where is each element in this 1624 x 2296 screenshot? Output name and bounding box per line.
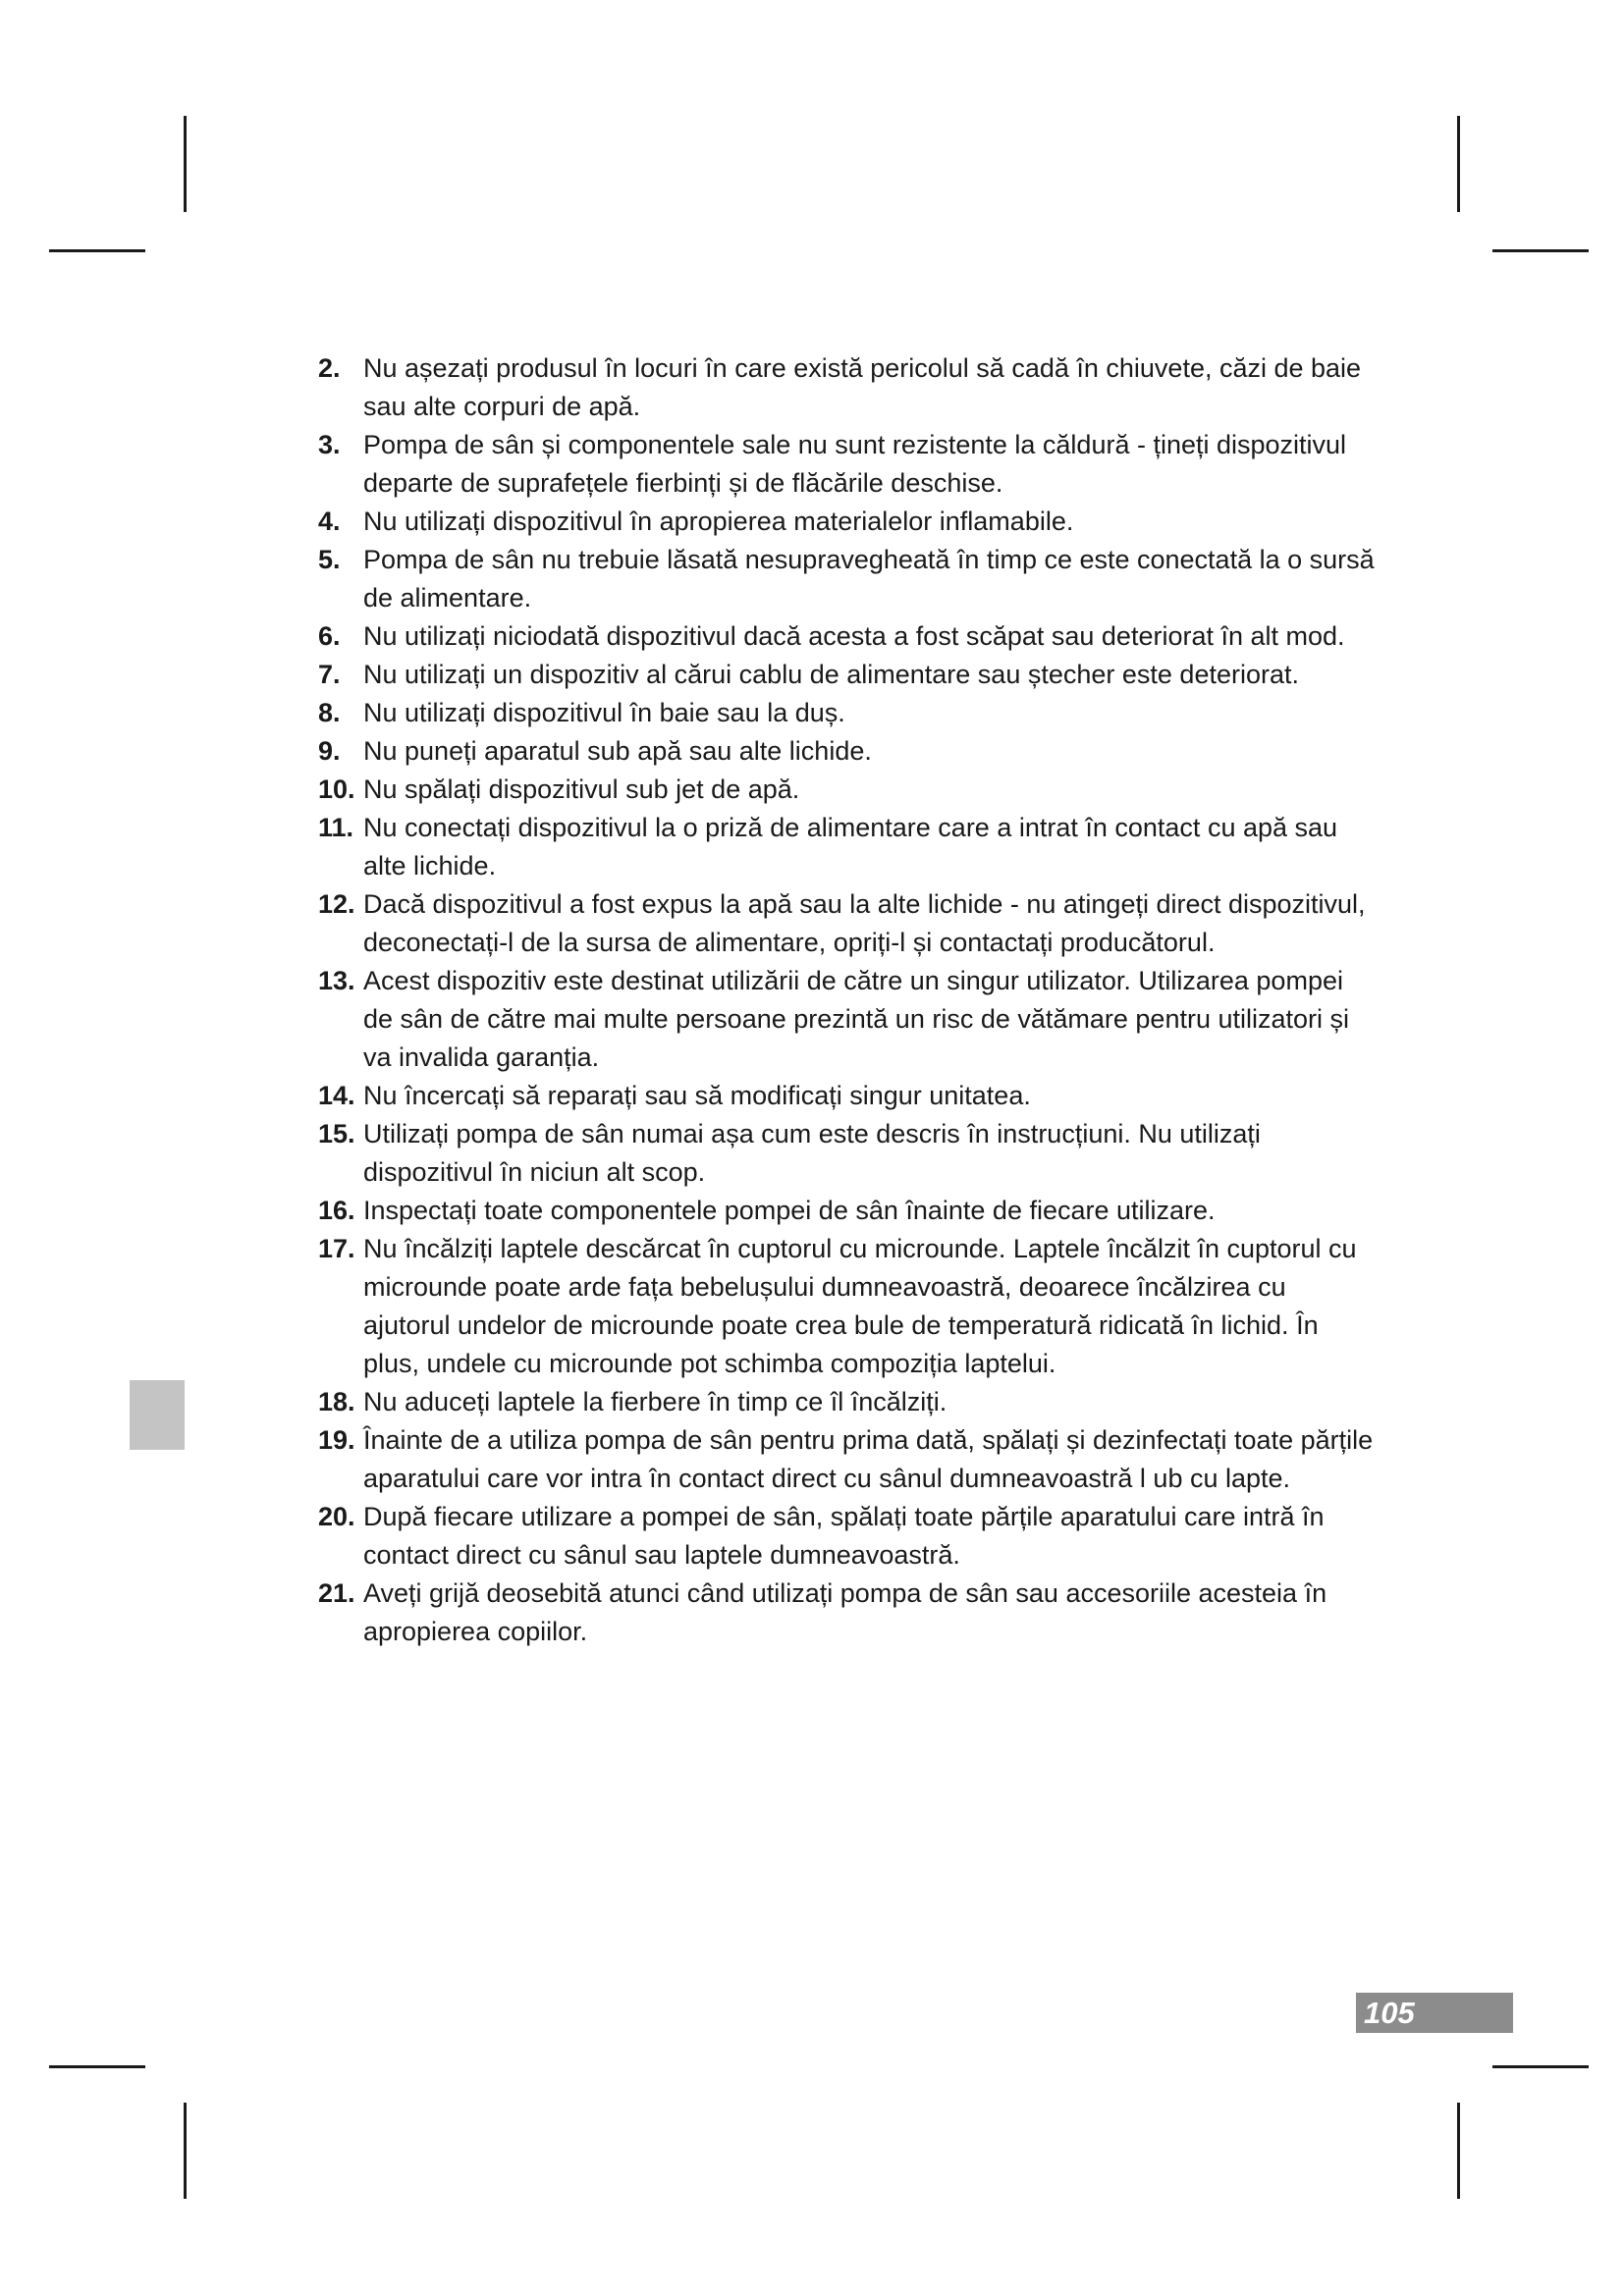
list-item (318, 541, 1379, 617)
list-item (318, 426, 1379, 503)
item-text: Nu utilizați dispozitivul în baie sau la duș. (363, 698, 845, 727)
page-number: 105 (1364, 1996, 1415, 2030)
list-item (318, 1421, 1379, 1498)
item-number: 16. (318, 1196, 355, 1225)
list-item (318, 349, 1379, 426)
item-text: Nu utilizați un dispozitiv al cărui cablu de alimentare sau ștecher este deteriorat. (363, 660, 1299, 689)
item-text: Utilizați pompa de sân numai așa cum este descris în instrucțiuni. Nu utilizați dispozitivul în niciun alt scop. (363, 1119, 1261, 1187)
item-text: Nu așezați produsul în locuri în care există pericolul să cadă în chiuvete, căzi de baie sau alte corpuri de apă. (363, 353, 1362, 421)
crop-mark-bottom-right-horizontal (1492, 2065, 1589, 2068)
list-item (318, 1498, 1379, 1575)
item-text: Nu spălați dispozitivul sub jet de apă. (363, 774, 800, 804)
item-number: 20. (318, 1502, 355, 1531)
item-number: 2. (318, 353, 341, 383)
page-number-box (1356, 1993, 1513, 2033)
item-text: Nu puneți aparatul sub apă sau alte lichide. (363, 736, 872, 766)
crop-mark-top-left-vertical (184, 116, 187, 212)
item-text: Nu încălziți laptele descărcat în cuptorul cu microunde. Laptele încălzit în cuptorul cu microunde poate arde fața bebelușului dumneavoastră, deoarece încălzirea cu ajutorul undelor de microunde poate crea bule de temperatură ridicată în lichid. În plus, undele cu microunde pot schimba compoziția laptelui. (363, 1234, 1357, 1378)
item-number: 18. (318, 1387, 355, 1416)
item-text: Acest dispozitiv este destinat utilizării de către un singur utilizator. Utilizarea pompei de sân de către mai multe persoane prezintă un risc de vătămare pentru utilizatori și va invalida garanția. (363, 966, 1350, 1072)
list-item (318, 1383, 1379, 1421)
list-item (318, 885, 1379, 962)
item-text: Nu utilizați niciodată dispozitivul dacă acesta a fost scăpat sau deteriorat în alt mod. (363, 621, 1345, 651)
item-number: 14. (318, 1081, 355, 1110)
list-item (318, 617, 1379, 656)
item-text: Nu utilizați dispozitivul în apropierea materialelor inflamabile. (363, 507, 1074, 536)
list-item (318, 656, 1379, 694)
list-item (318, 1115, 1379, 1192)
crop-mark-bottom-right-vertical (1457, 2103, 1460, 2199)
list-item (318, 503, 1379, 541)
list-item (318, 809, 1379, 885)
item-text: Nu conectați dispozitivul la o priză de alimentare care a intrat în contact cu apă sau alte lichide. (363, 813, 1338, 881)
list-item (318, 771, 1379, 809)
crop-mark-bottom-left-vertical (184, 2103, 187, 2199)
list-item (318, 694, 1379, 732)
item-text: Pompa de sân și componentele sale nu sunt rezistente la căldură - țineți dispozitivul departe de suprafețele fierbinți și de flăcările deschise. (363, 430, 1347, 498)
list-item (318, 732, 1379, 771)
crop-mark-bottom-left-horizontal (49, 2065, 145, 2068)
list-item (318, 1192, 1379, 1230)
list-item (318, 1230, 1379, 1383)
item-text: Pompa de sân nu trebuie lăsată nesupravegheată în timp ce este conectată la o sursă de alimentare. (363, 545, 1375, 613)
item-number: 21. (318, 1578, 355, 1608)
item-number: 4. (318, 507, 341, 536)
item-text: Înainte de a utiliza pompa de sân pentru prima dată, spălați și dezinfectați toate părțile aparatului care vor intra în contact direct cu sânul dumneavoastră l ub cu lapte. (363, 1425, 1374, 1493)
item-number: 11. (318, 813, 354, 842)
item-text: Inspectați toate componentele pompei de sân înainte de fiecare utilizare. (363, 1196, 1216, 1225)
item-text: Dacă dispozitivul a fost expus la apă sau la alte lichide - nu atingeți direct dispozitivul, deconectați-l de la sursa de alimentare, opriți-l și contactați producătorul. (363, 889, 1366, 957)
list-item (318, 962, 1379, 1077)
item-text: Nu încercați să reparați sau să modificați singur unitatea. (363, 1081, 1031, 1110)
item-number: 10. (318, 774, 355, 804)
item-text: Nu aduceți laptele la fierbere în timp ce îl încălziți. (363, 1387, 947, 1416)
item-number: 6. (318, 621, 341, 651)
item-number: 7. (318, 660, 341, 689)
item-number: 12. (318, 889, 355, 919)
item-number: 5. (318, 545, 341, 574)
list-item (318, 1575, 1379, 1651)
item-number: 8. (318, 698, 341, 727)
item-number: 17. (318, 1234, 355, 1263)
item-number: 13. (318, 966, 355, 995)
item-number: 19. (318, 1425, 355, 1455)
crop-mark-top-right-vertical (1457, 116, 1460, 212)
safety-instructions (318, 349, 1379, 1651)
section-thumb-tab (130, 1380, 185, 1450)
item-number: 9. (318, 736, 341, 766)
item-number: 15. (318, 1119, 355, 1148)
safety-rules-list (318, 349, 1379, 1651)
list-item (318, 1077, 1379, 1115)
item-text: După fiecare utilizare a pompei de sân, spălați toate părțile aparatului care intră în contact direct cu sânul sau laptele dumneavoastră. (363, 1502, 1325, 1570)
crop-mark-top-right-horizontal (1492, 249, 1589, 252)
item-text: Aveți grijă deosebită atunci când utilizați pompa de sân sau accesoriile acesteia în apropierea copiilor. (363, 1578, 1327, 1646)
crop-mark-top-left-horizontal (49, 249, 145, 252)
item-number: 3. (318, 430, 341, 459)
